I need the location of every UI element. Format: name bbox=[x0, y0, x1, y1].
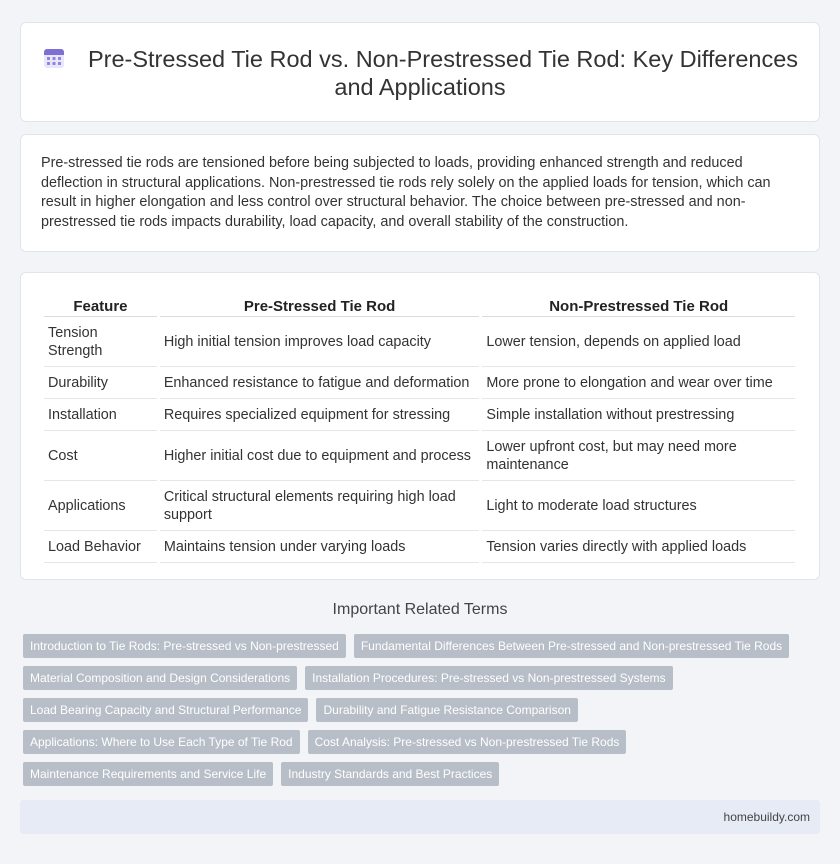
pre-stressed-cell: Higher initial cost due to equipment and process bbox=[160, 432, 480, 481]
pre-stressed-cell: Enhanced resistance to fatigue and deformation bbox=[160, 368, 480, 399]
non-prestressed-cell: More prone to elongation and wear over time bbox=[482, 368, 795, 399]
site-link[interactable]: homebuildy.com bbox=[723, 810, 810, 824]
table-header-row bbox=[44, 294, 795, 317]
related-term-tag[interactable]: Fundamental Differences Between Pre-stressed and Non-prestressed Tie Rods bbox=[354, 634, 789, 658]
feature-cell: Tension Strength bbox=[44, 318, 157, 367]
related-term-tag[interactable]: Installation Procedures: Pre-stressed vs Non-prestressed Systems bbox=[305, 666, 672, 690]
feature-cell: Installation bbox=[44, 400, 157, 431]
pre-stressed-cell: Requires specialized equipment for stressing bbox=[160, 400, 480, 431]
non-prestressed-cell: Tension varies directly with applied loads bbox=[482, 532, 795, 563]
related-term-tag[interactable]: Load Bearing Capacity and Structural Performance bbox=[23, 698, 308, 722]
related-term-tag[interactable]: Industry Standards and Best Practices bbox=[281, 762, 499, 786]
intro-card bbox=[20, 134, 820, 252]
comparison-card bbox=[20, 272, 820, 580]
column-header-pre-stressed: Pre-Stressed Tie Rod bbox=[160, 294, 480, 317]
related-terms-heading: Important Related Terms bbox=[332, 601, 508, 618]
table-row bbox=[44, 432, 795, 481]
table-row bbox=[44, 368, 795, 399]
non-prestressed-cell: Lower upfront cost, but may need more maintenance bbox=[482, 432, 795, 481]
intro-paragraph: Pre-stressed tie rods are tensioned before being subjected to loads, providing enhanced strength and reduced deflection in structural applications. Non-prestressed tie rods rely solely on the applied loads for tension, which can result in higher elongation and less control over structural behavior. The choice between pre-stressed and non-prestressed tie rods impacts durability, load capacity, and overall stability of the construction. bbox=[41, 155, 771, 230]
feature-cell: Durability bbox=[44, 368, 157, 399]
feature-cell: Cost bbox=[44, 432, 157, 481]
pre-stressed-cell: High initial tension improves load capacity bbox=[160, 318, 480, 367]
comparison-table bbox=[41, 293, 798, 564]
table-row bbox=[44, 532, 795, 563]
page-title-wrap bbox=[21, 45, 819, 101]
column-header-feature: Feature bbox=[44, 294, 157, 317]
related-term-tag[interactable]: Durability and Fatigue Resistance Comparison bbox=[316, 698, 577, 722]
related-term-tag[interactable]: Material Composition and Design Considerations bbox=[23, 666, 297, 690]
calendar-icon bbox=[42, 46, 66, 70]
feature-cell: Load Behavior bbox=[44, 532, 157, 563]
related-term-tag[interactable]: Maintenance Requirements and Service Life bbox=[23, 762, 273, 786]
header-card bbox=[20, 22, 820, 122]
related-term-tag[interactable]: Applications: Where to Use Each Type of Tie Rod bbox=[23, 730, 300, 754]
non-prestressed-cell: Lower tension, depends on applied load bbox=[482, 318, 795, 367]
footer bbox=[20, 800, 820, 834]
non-prestressed-cell: Light to moderate load structures bbox=[482, 482, 795, 531]
table-row bbox=[44, 482, 795, 531]
pre-stressed-cell: Maintains tension under varying loads bbox=[160, 532, 480, 563]
column-header-non-prestressed: Non-Prestressed Tie Rod bbox=[482, 294, 795, 317]
non-prestressed-cell: Simple installation without prestressing bbox=[482, 400, 795, 431]
page-title: Pre-Stressed Tie Rod vs. Non-Prestressed Tie Rod: Key Differences and Applications bbox=[87, 46, 799, 100]
feature-cell: Applications bbox=[44, 482, 157, 531]
related-terms-list bbox=[23, 634, 803, 786]
related-term-tag[interactable]: Cost Analysis: Pre-stressed vs Non-prestressed Tie Rods bbox=[308, 730, 627, 754]
table-row bbox=[44, 318, 795, 367]
pre-stressed-cell: Critical structural elements requiring high load support bbox=[160, 482, 480, 531]
table-row bbox=[44, 400, 795, 431]
related-term-tag[interactable]: Introduction to Tie Rods: Pre-stressed vs Non-prestressed bbox=[23, 634, 346, 658]
